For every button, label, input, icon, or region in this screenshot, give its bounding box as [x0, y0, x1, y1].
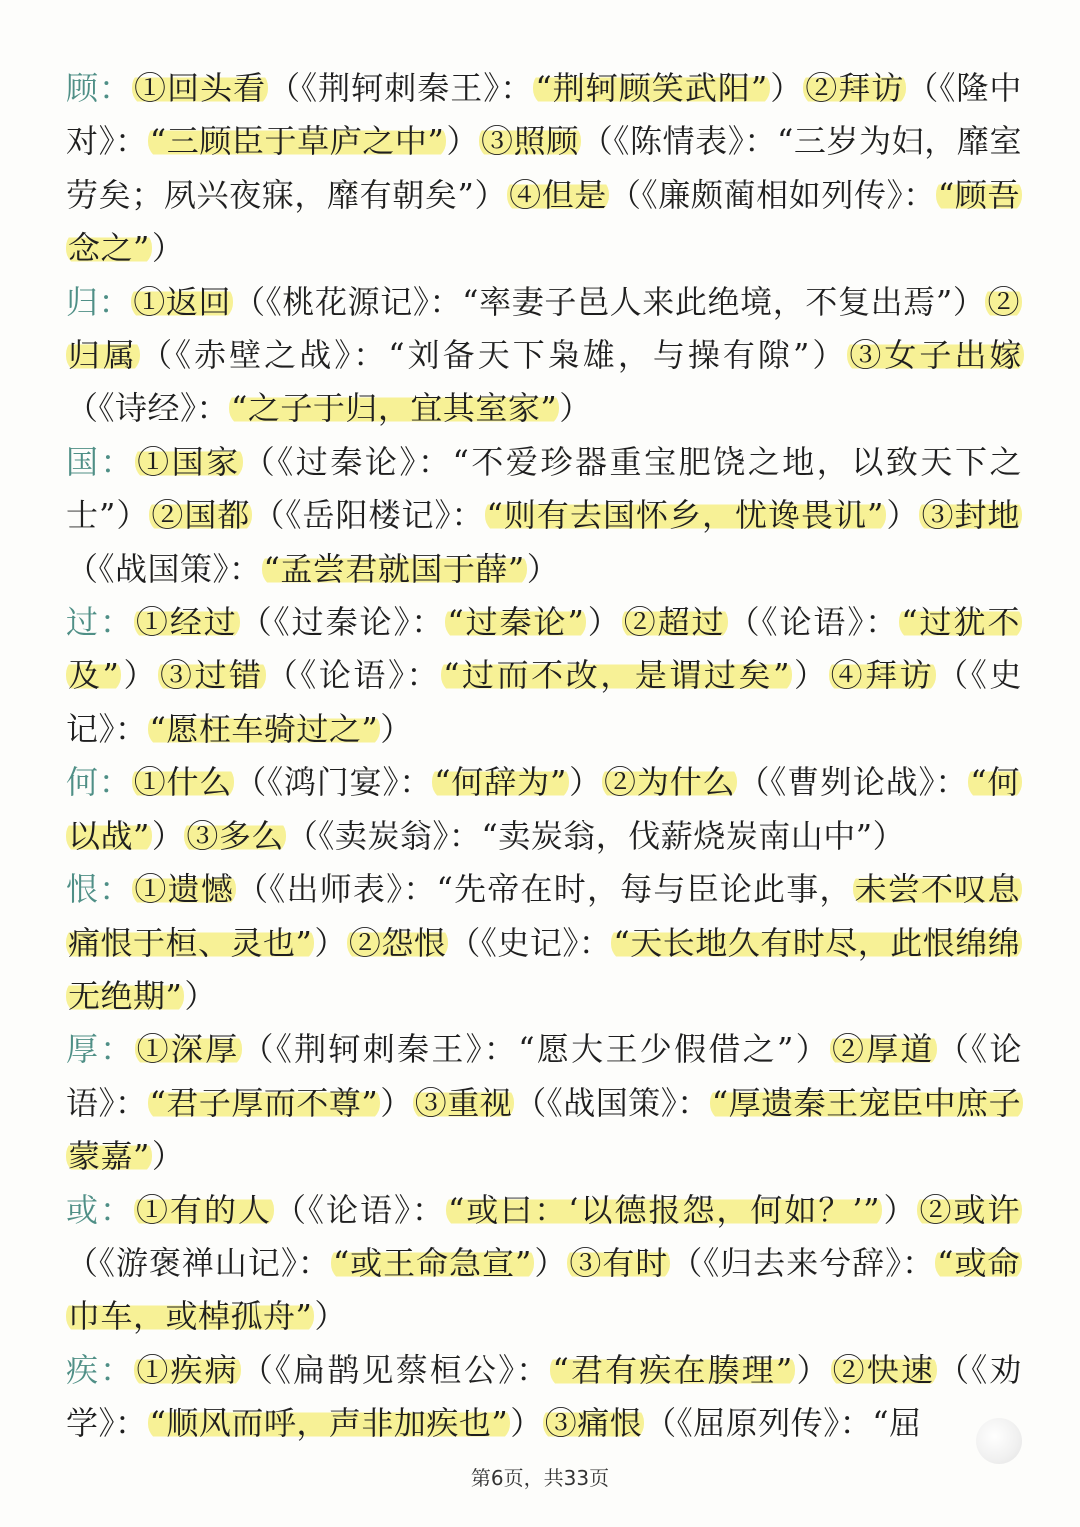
entry-text: （《隆中对》：: [66, 69, 1022, 161]
entry-text: ）: [121, 656, 159, 695]
highlighted-text: “则有去国怀乡，忧谗畏讥”: [486, 496, 884, 535]
highlighted-text: ①疾病: [136, 1350, 239, 1389]
highlighted-text: ③过错: [160, 656, 264, 695]
entry-text: ）: [881, 1190, 918, 1229]
entry-paragraph: [66, 596, 1022, 756]
highlighted-text: “厚遗秦王宠臣中庶子蒙嘉”: [68, 1083, 1022, 1176]
highlighted-text: ③多么: [186, 816, 284, 855]
entry-text: （《出师表》：“先帝在时，每与臣论此事，: [236, 870, 853, 909]
headword: 国：: [66, 442, 136, 481]
headword: 顾：: [66, 69, 133, 107]
entry-text: （《岳阳楼记》：: [252, 496, 485, 535]
entry-text: （《屈原列传》：“屈: [644, 1404, 922, 1443]
entry-text: ）: [791, 656, 829, 695]
entry-text: （《论语》：: [273, 1190, 446, 1229]
entry-text: （《廉颇蔺相如列传》：: [608, 175, 936, 214]
entry-text: （《荆轲刺秦王》：“愿大王少假借之”）: [241, 1030, 830, 1069]
entry-text: （《扁鹊见蔡桓公》：: [240, 1350, 551, 1389]
highlighted-text: ②超过: [623, 603, 726, 642]
entry-text: （《史记》：: [448, 923, 612, 962]
entry-text: （《过秦论》：“不爱珍器重宝肥饶之地，以致天下之士”）: [66, 442, 1022, 535]
entry-paragraph: [66, 1184, 1022, 1344]
highlighted-text: “荆轲顾笑武阳”: [535, 69, 768, 107]
entry-text: （《史记》：: [66, 656, 1022, 748]
highlighted-text: “顾吾念之”: [68, 175, 1020, 268]
highlighted-text: “或命巾车，或棹孤舟”: [68, 1243, 1020, 1336]
highlighted-text: ③照顾: [481, 122, 579, 161]
highlighted-text: “顺风而呼，声非加疾也”: [149, 1404, 509, 1443]
entry-text: （《过秦论》：: [239, 603, 446, 642]
headword: 厚：: [66, 1030, 135, 1069]
entry-text: （《论语》：: [66, 1030, 1022, 1122]
entry-text: ）: [533, 1243, 568, 1282]
highlighted-text: ①国家: [137, 442, 241, 481]
entry-text: ）: [794, 1350, 831, 1389]
entry-text: ）: [885, 496, 920, 535]
entry-paragraph: [66, 276, 1022, 436]
entry-text: ）: [586, 603, 622, 642]
entry-text: ）: [769, 69, 804, 107]
highlighted-text: “何辞为”: [434, 763, 567, 802]
highlighted-text: ③痛恨: [544, 1404, 643, 1443]
highlighted-text: “之子于归，宜其室家”: [231, 389, 558, 428]
highlighted-text: ①深厚: [136, 1030, 240, 1069]
highlighted-text: ①有的人: [136, 1190, 272, 1229]
entry-text: （《战国策》：: [514, 1083, 710, 1122]
entry-text: （《桃花源记》：“率妻子邑人来此绝境，不复出焉”）: [233, 282, 986, 321]
highlighted-text: “过而不改，是谓过矣”: [443, 656, 790, 695]
highlighted-text: “愿枉车骑过之”: [149, 709, 379, 748]
highlighted-text: ①返回: [133, 282, 232, 321]
highlighted-text: “三顾臣于草庐之中”: [149, 122, 445, 161]
highlighted-text: “君有疾在腠理”: [552, 1350, 793, 1389]
entry-text: （《鸿门宴》：: [234, 763, 433, 802]
entry-text: （《论语》：: [727, 603, 900, 642]
entry-paragraph: [66, 863, 1022, 1023]
highlighted-text: ②为什么: [604, 763, 736, 802]
highlighted-text: ①什么: [133, 763, 233, 802]
entries-list: [66, 62, 1022, 1451]
page-footer: 第6页，共33页: [470, 1466, 610, 1490]
entry-text: （《战国策》：: [66, 549, 262, 588]
entry-text: ）: [510, 1404, 543, 1443]
entry-paragraph: [66, 62, 1022, 276]
entry-paragraph: [66, 1344, 1022, 1451]
highlighted-text: “或王命急宣”: [332, 1243, 532, 1282]
highlighted-text: 未尝不叹息痛恨于桓、灵也”: [68, 870, 1020, 962]
entry-text: （《游褒禅山记》：: [66, 1243, 331, 1282]
highlighted-text: ②快速: [832, 1350, 936, 1389]
entry-paragraph: [66, 436, 1022, 596]
highlighted-text: ④但是: [509, 175, 607, 214]
highlighted-text: “君子厚而不尊”: [149, 1083, 379, 1122]
entry-text: ）: [151, 229, 185, 268]
highlighted-text: “天长地久有时尽，此恨绵绵无绝期”: [68, 923, 1021, 1015]
entry-text: ）: [380, 709, 413, 748]
highlighted-text: ③有时: [569, 1243, 669, 1282]
corner-marker: [976, 1418, 1022, 1464]
highlighted-text: “过犹不及”: [68, 603, 1020, 695]
entry-text: ）: [568, 763, 603, 802]
entry-text: （《卖炭翁》：“卖炭翁，伐薪烧炭南山中”）: [285, 816, 906, 855]
highlighted-text: ①经过: [135, 603, 238, 642]
highlighted-text: ③重视: [414, 1083, 513, 1122]
highlighted-text: ②怨恨: [348, 923, 447, 962]
entry-text: （《荆轲刺秦王》：: [268, 69, 534, 107]
entry-paragraph: [66, 1023, 1022, 1183]
entry-text: ）: [151, 1137, 185, 1176]
highlighted-text: ③女子出嫁: [849, 336, 1022, 375]
highlighted-text: “或曰：‘以德报怨，何如？’”: [447, 1190, 880, 1229]
entry-text: ）: [151, 816, 185, 855]
headword: 恨：: [66, 870, 133, 909]
headword: 何：: [66, 763, 132, 802]
highlighted-text: ②厚道: [831, 1030, 935, 1069]
headword: 或：: [66, 1190, 134, 1229]
highlighted-text: “何以战”: [68, 763, 1020, 855]
entry-text: ）: [446, 122, 480, 161]
highlighted-text: ①遗憾: [134, 870, 235, 909]
entry-text: ）: [559, 389, 592, 428]
entry-text: ）: [314, 1297, 347, 1336]
entry-text: （《赤壁之战》：“刘备天下枭雄，与操有隙”）: [140, 336, 848, 375]
highlighted-text: ④拜访: [830, 656, 935, 695]
entry-text: ）: [314, 923, 347, 962]
entry-text: ）: [184, 976, 217, 1015]
entry-text: （《劝学》：: [66, 1350, 1022, 1443]
headword: 过：: [66, 603, 134, 642]
highlighted-text: “孟尝君就国于薛”: [263, 549, 525, 588]
highlighted-text: ②或许: [919, 1190, 1020, 1229]
highlighted-text: ②国都: [151, 496, 251, 535]
entry-text: （《论语》：: [265, 656, 442, 695]
headword: 疾：: [66, 1350, 135, 1389]
entry-text: （《陈情表》：“三岁为妇，靡室劳矣；夙兴夜寐，靡有朝矣”）: [66, 122, 1022, 214]
highlighted-text: ②拜访: [805, 69, 905, 107]
entry-text: （《诗经》：: [66, 389, 230, 428]
headword: 归：: [66, 282, 132, 321]
entry-text: （《归去来兮辞》：: [670, 1243, 936, 1282]
highlighted-text: “过秦论”: [447, 603, 585, 642]
entry-text: ）: [526, 549, 560, 588]
entry-text: （《曹刿论战》：: [737, 763, 969, 802]
entry-paragraph: [66, 756, 1022, 863]
highlighted-text: ②归属: [68, 282, 1020, 375]
highlighted-text: ①回头看: [134, 69, 267, 107]
highlighted-text: ③封地: [921, 496, 1020, 535]
entry-text: ）: [380, 1083, 413, 1122]
